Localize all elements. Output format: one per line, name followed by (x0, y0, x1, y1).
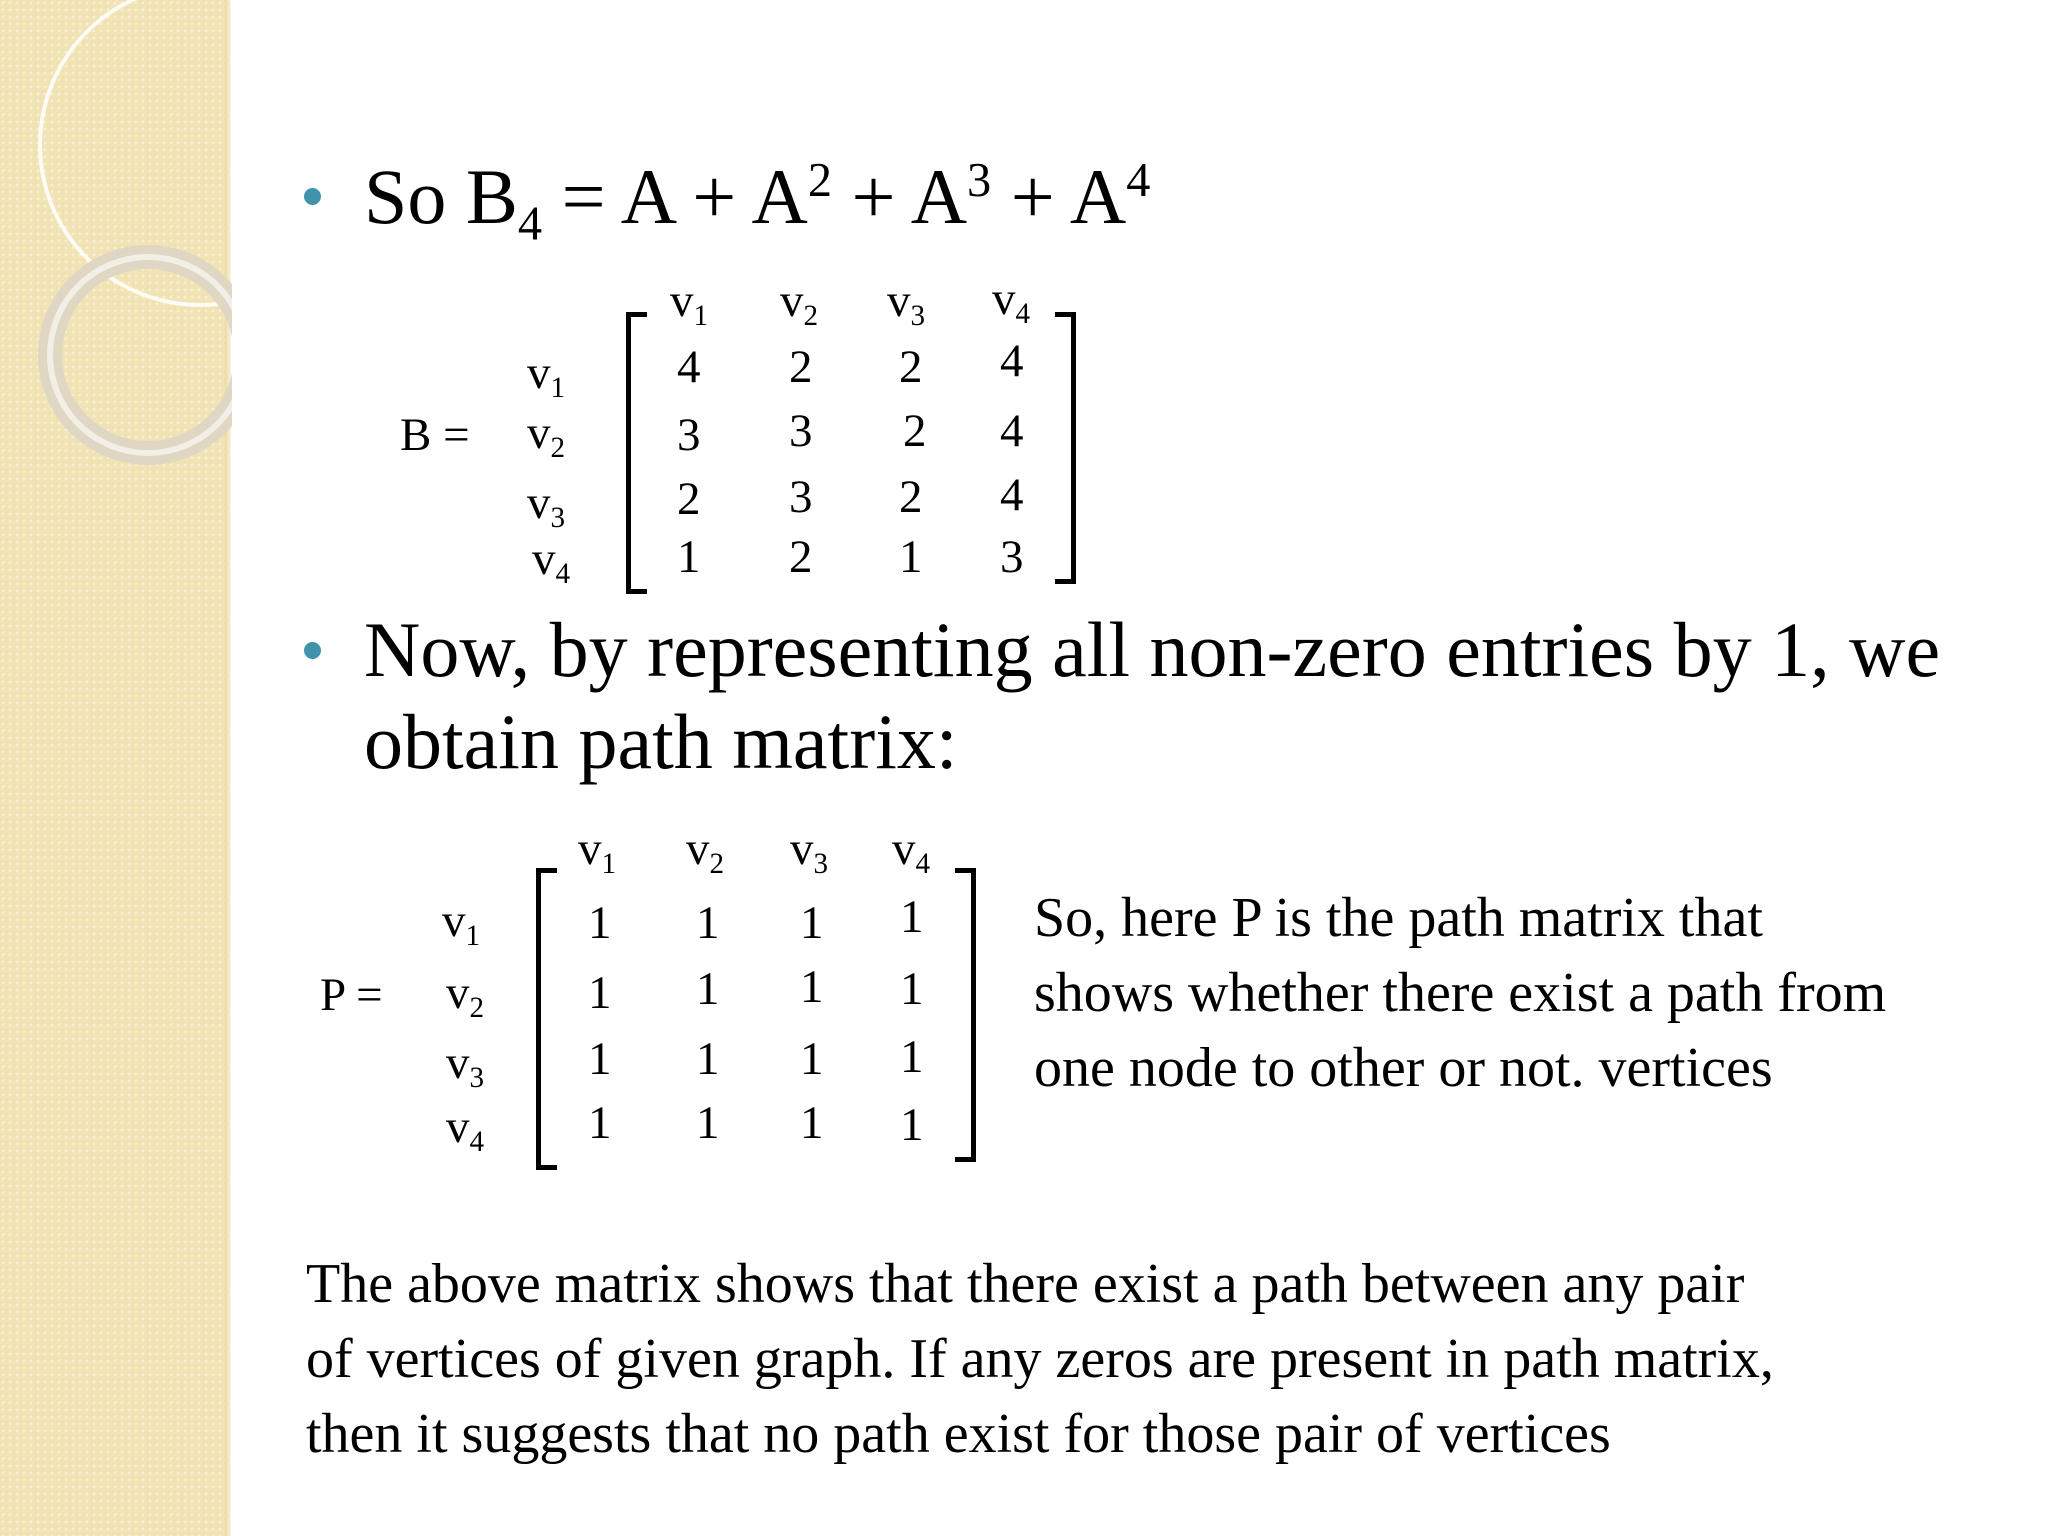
matrix-p-cell: 1 (900, 1031, 924, 1083)
decorative-rings (0, 0, 232, 520)
conclusion-line: The above matrix shows that there exist a path between any pair (306, 1253, 1745, 1315)
conclusion-paragraph (306, 1247, 2006, 1472)
matrix-b-right-bracket (1055, 312, 1076, 584)
matrix-b-cell: 2 (677, 473, 701, 525)
matrix-p-cell: 1 (900, 1099, 924, 1151)
matrix-p-cell: 1 (696, 1033, 720, 1085)
matrix-p-row-header: v1 (442, 895, 481, 953)
matrix-p-cell: 1 (800, 961, 824, 1013)
matrix-b-cell: 2 (789, 531, 813, 583)
matrix-b-cell: 1 (677, 531, 701, 583)
matrix-p-name: P = (320, 969, 383, 1021)
matrix-p-cell: 1 (588, 1097, 612, 1149)
matrix-b-col-header: v1 (670, 275, 709, 333)
matrix-b-row-header: v1 (527, 347, 566, 405)
matrix-b-cell: 2 (899, 471, 923, 523)
side-note-line: So, here P is the path matrix that (1034, 887, 1763, 949)
matrix-p-cell: 1 (588, 897, 612, 949)
matrix-p-cell: 1 (900, 891, 924, 943)
matrix-b-cell: 2 (789, 341, 813, 393)
matrix-b-left-bracket (626, 312, 647, 594)
conclusion-line: of vertices of given graph. If any zeros are present in path matrix, (306, 1328, 1774, 1390)
matrix-b-cell: 2 (899, 341, 923, 393)
bullet1-equation: So $B_4 = A + A^2 + A^3 + A^4$ (364, 153, 1151, 251)
matrix-b-cell: 4 (1000, 469, 1024, 521)
matrix-b-cell: 3 (1000, 531, 1024, 583)
matrix-p-cell: 1 (800, 1033, 824, 1085)
matrix-b-col-header: v2 (780, 275, 819, 333)
matrix-p-col-header: v4 (892, 823, 931, 881)
bullet2-line2: obtain path matrix: (364, 698, 958, 785)
matrix-b-cell: 4 (1000, 335, 1024, 387)
matrix-p-cell: 1 (588, 1033, 612, 1085)
side-note (1034, 881, 1989, 1106)
bullet2-line1: Now, by representing all non-zero entries by 1, we (364, 606, 1941, 693)
matrix-p-col-header: v3 (790, 823, 829, 881)
matrix-p-row-header: v3 (446, 1037, 485, 1095)
matrix-p-row-header: v2 (446, 967, 485, 1025)
matrix-p-cell: 1 (800, 897, 824, 949)
matrix-p-cell: 1 (696, 963, 720, 1015)
matrix-p-cell: 1 (900, 963, 924, 1015)
matrix-b-name: B = (400, 409, 470, 461)
matrix-b-cell: 3 (789, 405, 813, 457)
side-note-line: one node to other or not. vertices (1034, 1037, 1773, 1099)
matrix-p-cell: 1 (696, 1097, 720, 1149)
matrix-p-cell: 1 (800, 1097, 824, 1149)
matrix-b-cell: 1 (899, 531, 923, 583)
matrix-b-cell: 4 (1000, 405, 1024, 457)
matrix-b-row-header: v2 (527, 407, 566, 465)
matrix-p-col-header: v1 (578, 823, 617, 881)
matrix-p-col-header: v2 (686, 823, 725, 881)
matrix-b-col-header: v3 (887, 275, 926, 333)
matrix-p-left-bracket (536, 868, 557, 1170)
bullet-dot (304, 642, 321, 659)
matrix-p-row-header: v4 (446, 1101, 485, 1159)
bullet-dot (304, 188, 321, 205)
side-note-line: shows whether there exist a path from (1034, 962, 1887, 1024)
matrix-b-col-header: v4 (992, 273, 1031, 331)
matrix-b-cell: 3 (677, 409, 701, 461)
matrix-b-cell: 4 (677, 341, 701, 393)
matrix-p-cell: 1 (696, 897, 720, 949)
matrix-b-row-header: v4 (532, 533, 571, 591)
matrix-b-cell: 3 (789, 471, 813, 523)
matrix-b-row-header: v3 (527, 477, 566, 535)
matrix-b-cell: 2 (903, 405, 927, 457)
matrix-p-cell: 1 (588, 967, 612, 1019)
conclusion-line: then it suggests that no path exist for those pair of vertices (306, 1403, 1611, 1465)
matrix-p-right-bracket (955, 868, 976, 1162)
